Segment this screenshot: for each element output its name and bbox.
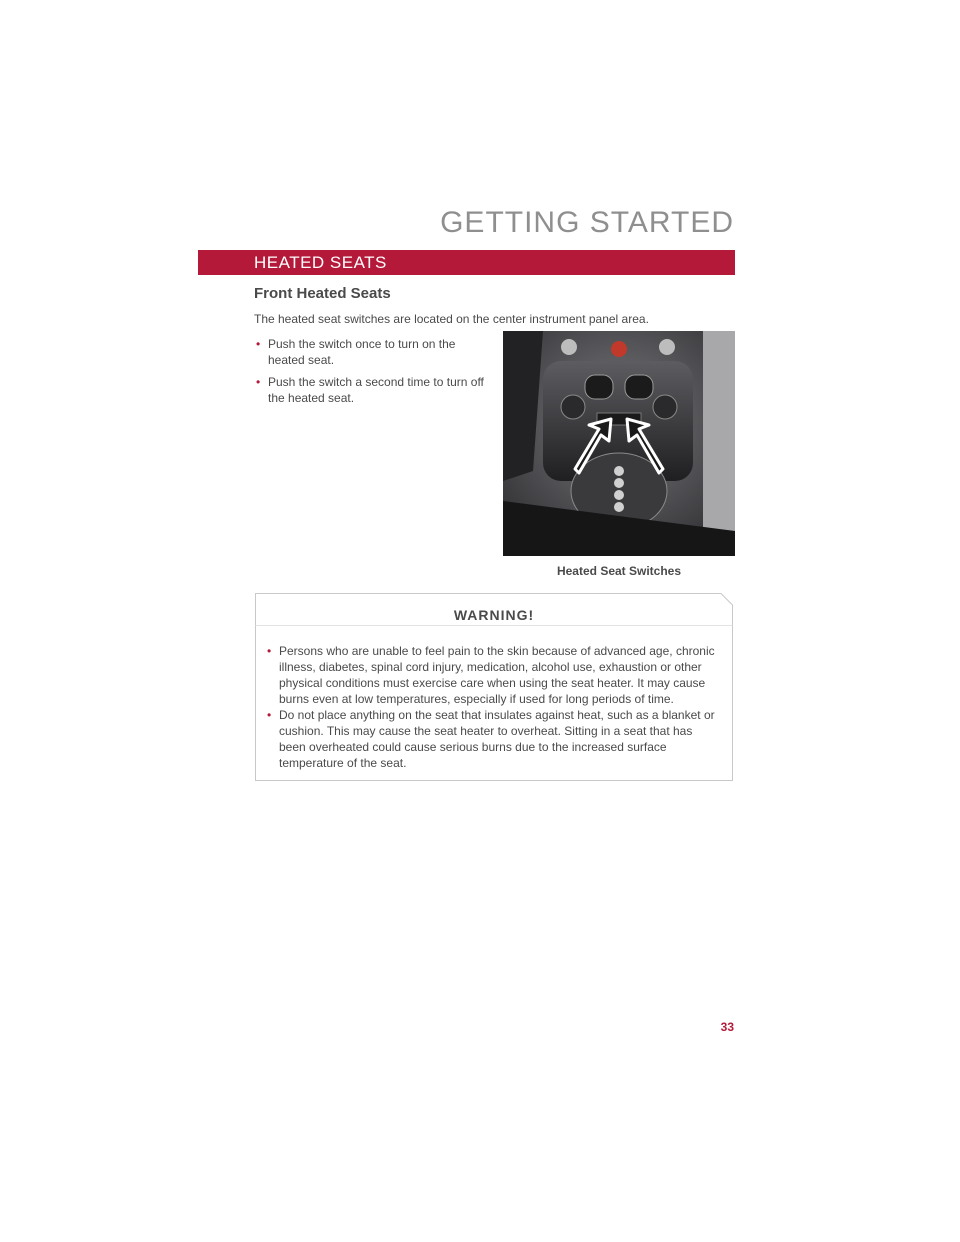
list-item-text: Push the switch a second time to turn off the heated seat.: [268, 375, 484, 405]
warning-item-text: Persons who are unable to feel pain to the skin because of advanced age, chronic illness, diabetes, spinal cord injury, medication, alcohol use, exhaustion or other physical conditions must exercise care when using the seat heater. It may cause burns even at low temperatures, especially if used for long periods of time.: [279, 644, 715, 706]
list-item: [254, 336, 490, 368]
bullet-icon: •: [267, 708, 272, 722]
bullet-icon: •: [267, 644, 272, 658]
section-header-bar: [198, 250, 735, 275]
heated-seat-switches-photo: [503, 331, 735, 556]
bullet-icon: •: [256, 337, 261, 351]
figure-caption: Heated Seat Switches: [556, 564, 682, 578]
instruction-list: [254, 336, 490, 412]
subheading: Front Heated Seats: [254, 285, 391, 302]
section-title: HEATED SEATS: [254, 253, 387, 272]
warning-list: [263, 643, 719, 771]
intro-paragraph: The heated seat switches are located on the center instrument panel area.: [254, 312, 649, 326]
list-item: [254, 374, 490, 406]
list-item: [263, 643, 719, 707]
list-item: [263, 707, 719, 771]
warning-heading: WARNING!: [453, 607, 535, 623]
warning-box: [255, 593, 733, 781]
page-number: 33: [720, 1020, 734, 1034]
list-item-text: Push the switch once to turn on the heated seat.: [268, 337, 456, 367]
warning-item-text: Do not place anything on the seat that insulates against heat, such as a blanket or cushion. This may cause the seat heater to overheat. Sitting in a seat that has been overheated could cause serious burns due to the increased surface temperature of the seat.: [279, 708, 715, 770]
chapter-title: GETTING STARTED: [440, 206, 734, 239]
bullet-icon: •: [256, 375, 261, 389]
